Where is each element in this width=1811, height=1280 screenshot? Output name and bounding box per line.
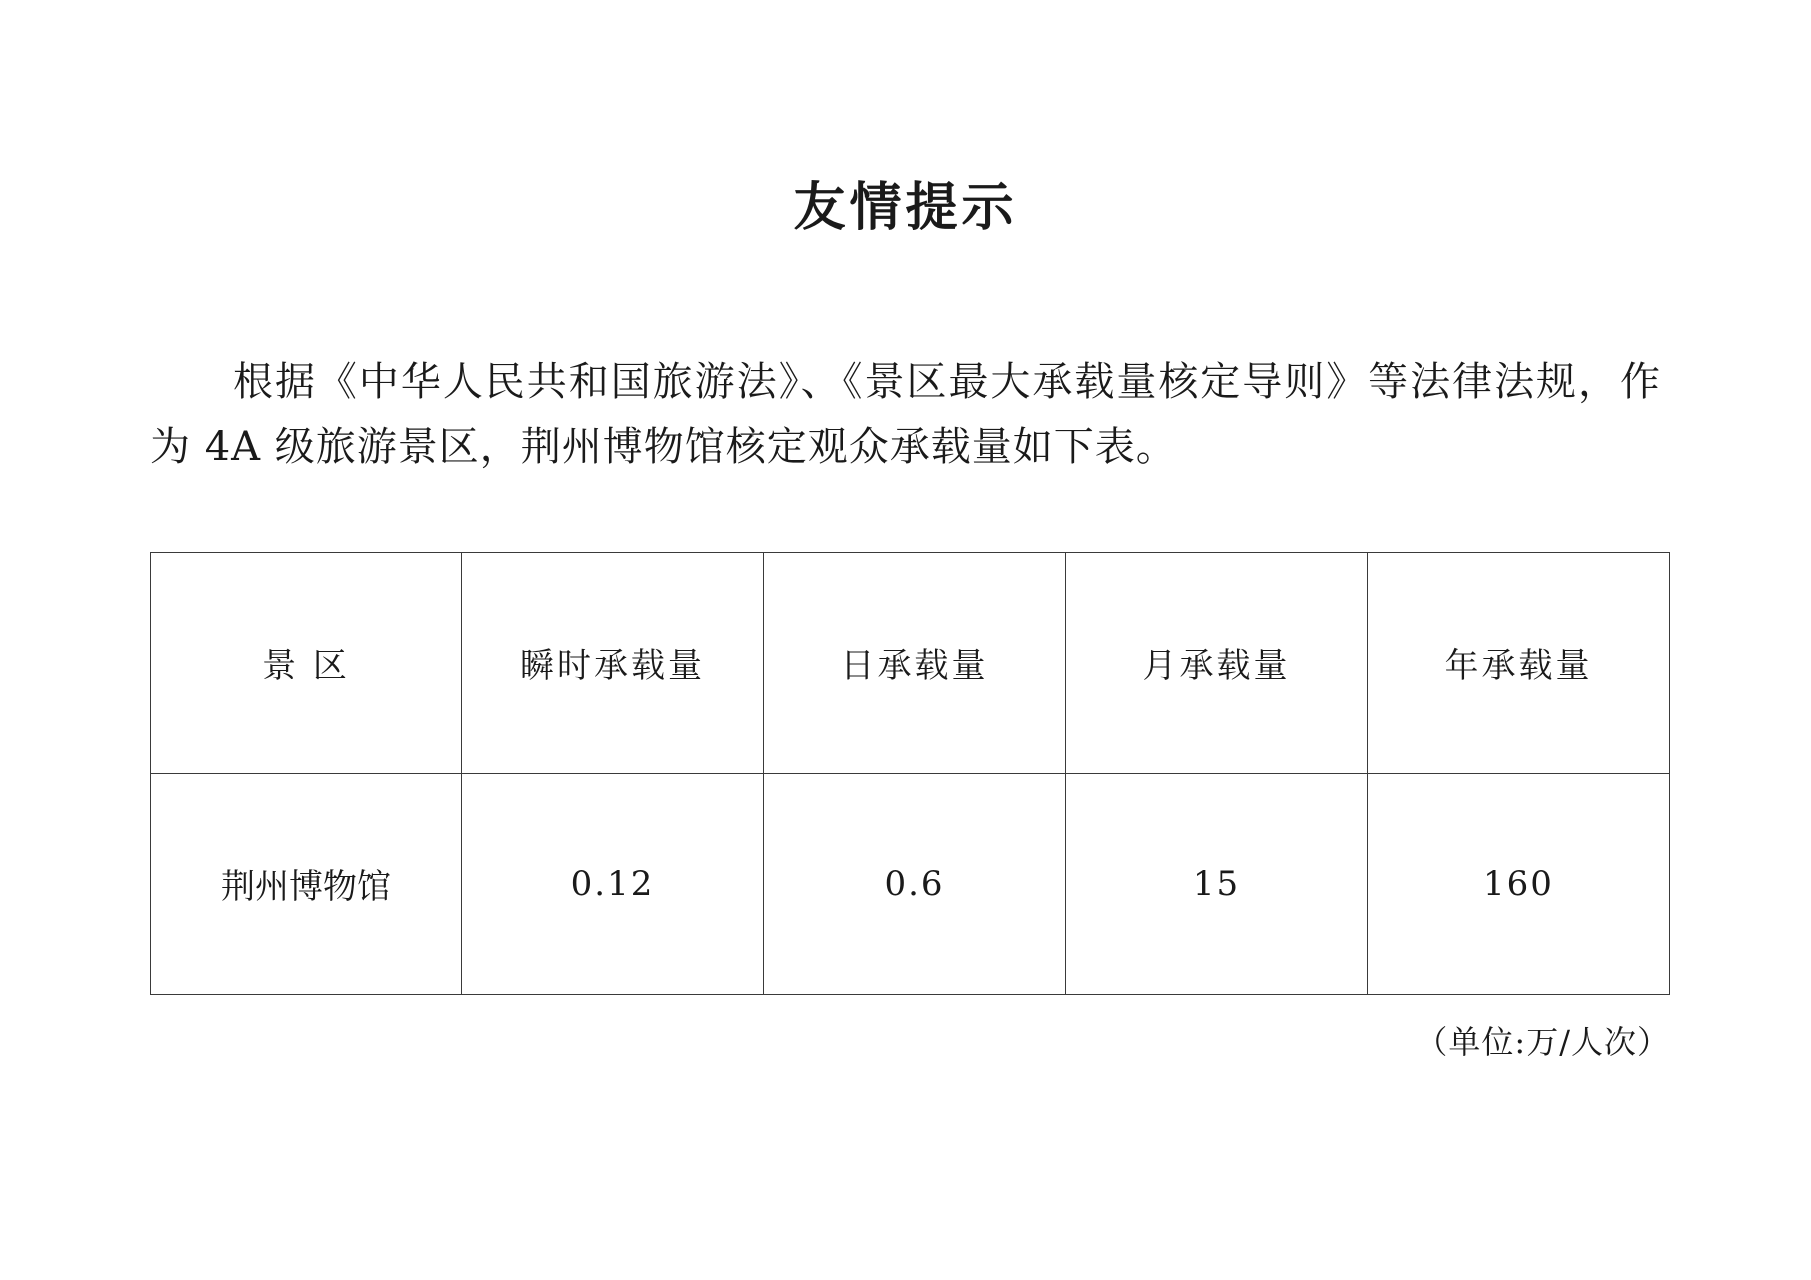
table-header-row (151, 552, 1670, 773)
capacity-table-wrapper (150, 480, 1670, 1063)
cell-scenic-area: 荆州博物馆 (151, 773, 462, 994)
header-cell-scenic-area: 景 区 (151, 552, 462, 773)
table-body (151, 773, 1670, 994)
cell-daily-capacity: 0.6 (764, 773, 1066, 994)
header-cell-daily-capacity: 日承载量 (764, 552, 1066, 773)
header-cell-monthly-capacity: 月承载量 (1066, 552, 1368, 773)
unit-note: （单位:万/人次） (1415, 1022, 1670, 1061)
cell-yearly-capacity: 160 (1368, 773, 1670, 994)
page-title: 友情提示 (793, 177, 1018, 238)
cell-monthly-capacity: 15 (1066, 773, 1368, 994)
paragraph-text: 根据《中华人民共和国旅游法》、《景区最大承载量核定导则》等法律法规，作为 4A 级旅游景区，荆州博物馆核定观众承载量如下表。 (150, 359, 1661, 470)
capacity-table (150, 552, 1670, 995)
header-cell-yearly-capacity: 年承载量 (1368, 552, 1670, 773)
header-cell-instant-capacity: 瞬时承载量 (462, 552, 764, 773)
table-row (151, 773, 1670, 994)
intro-paragraph (150, 240, 1661, 480)
cell-instant-capacity: 0.12 (462, 773, 764, 994)
table-header (151, 552, 1670, 773)
